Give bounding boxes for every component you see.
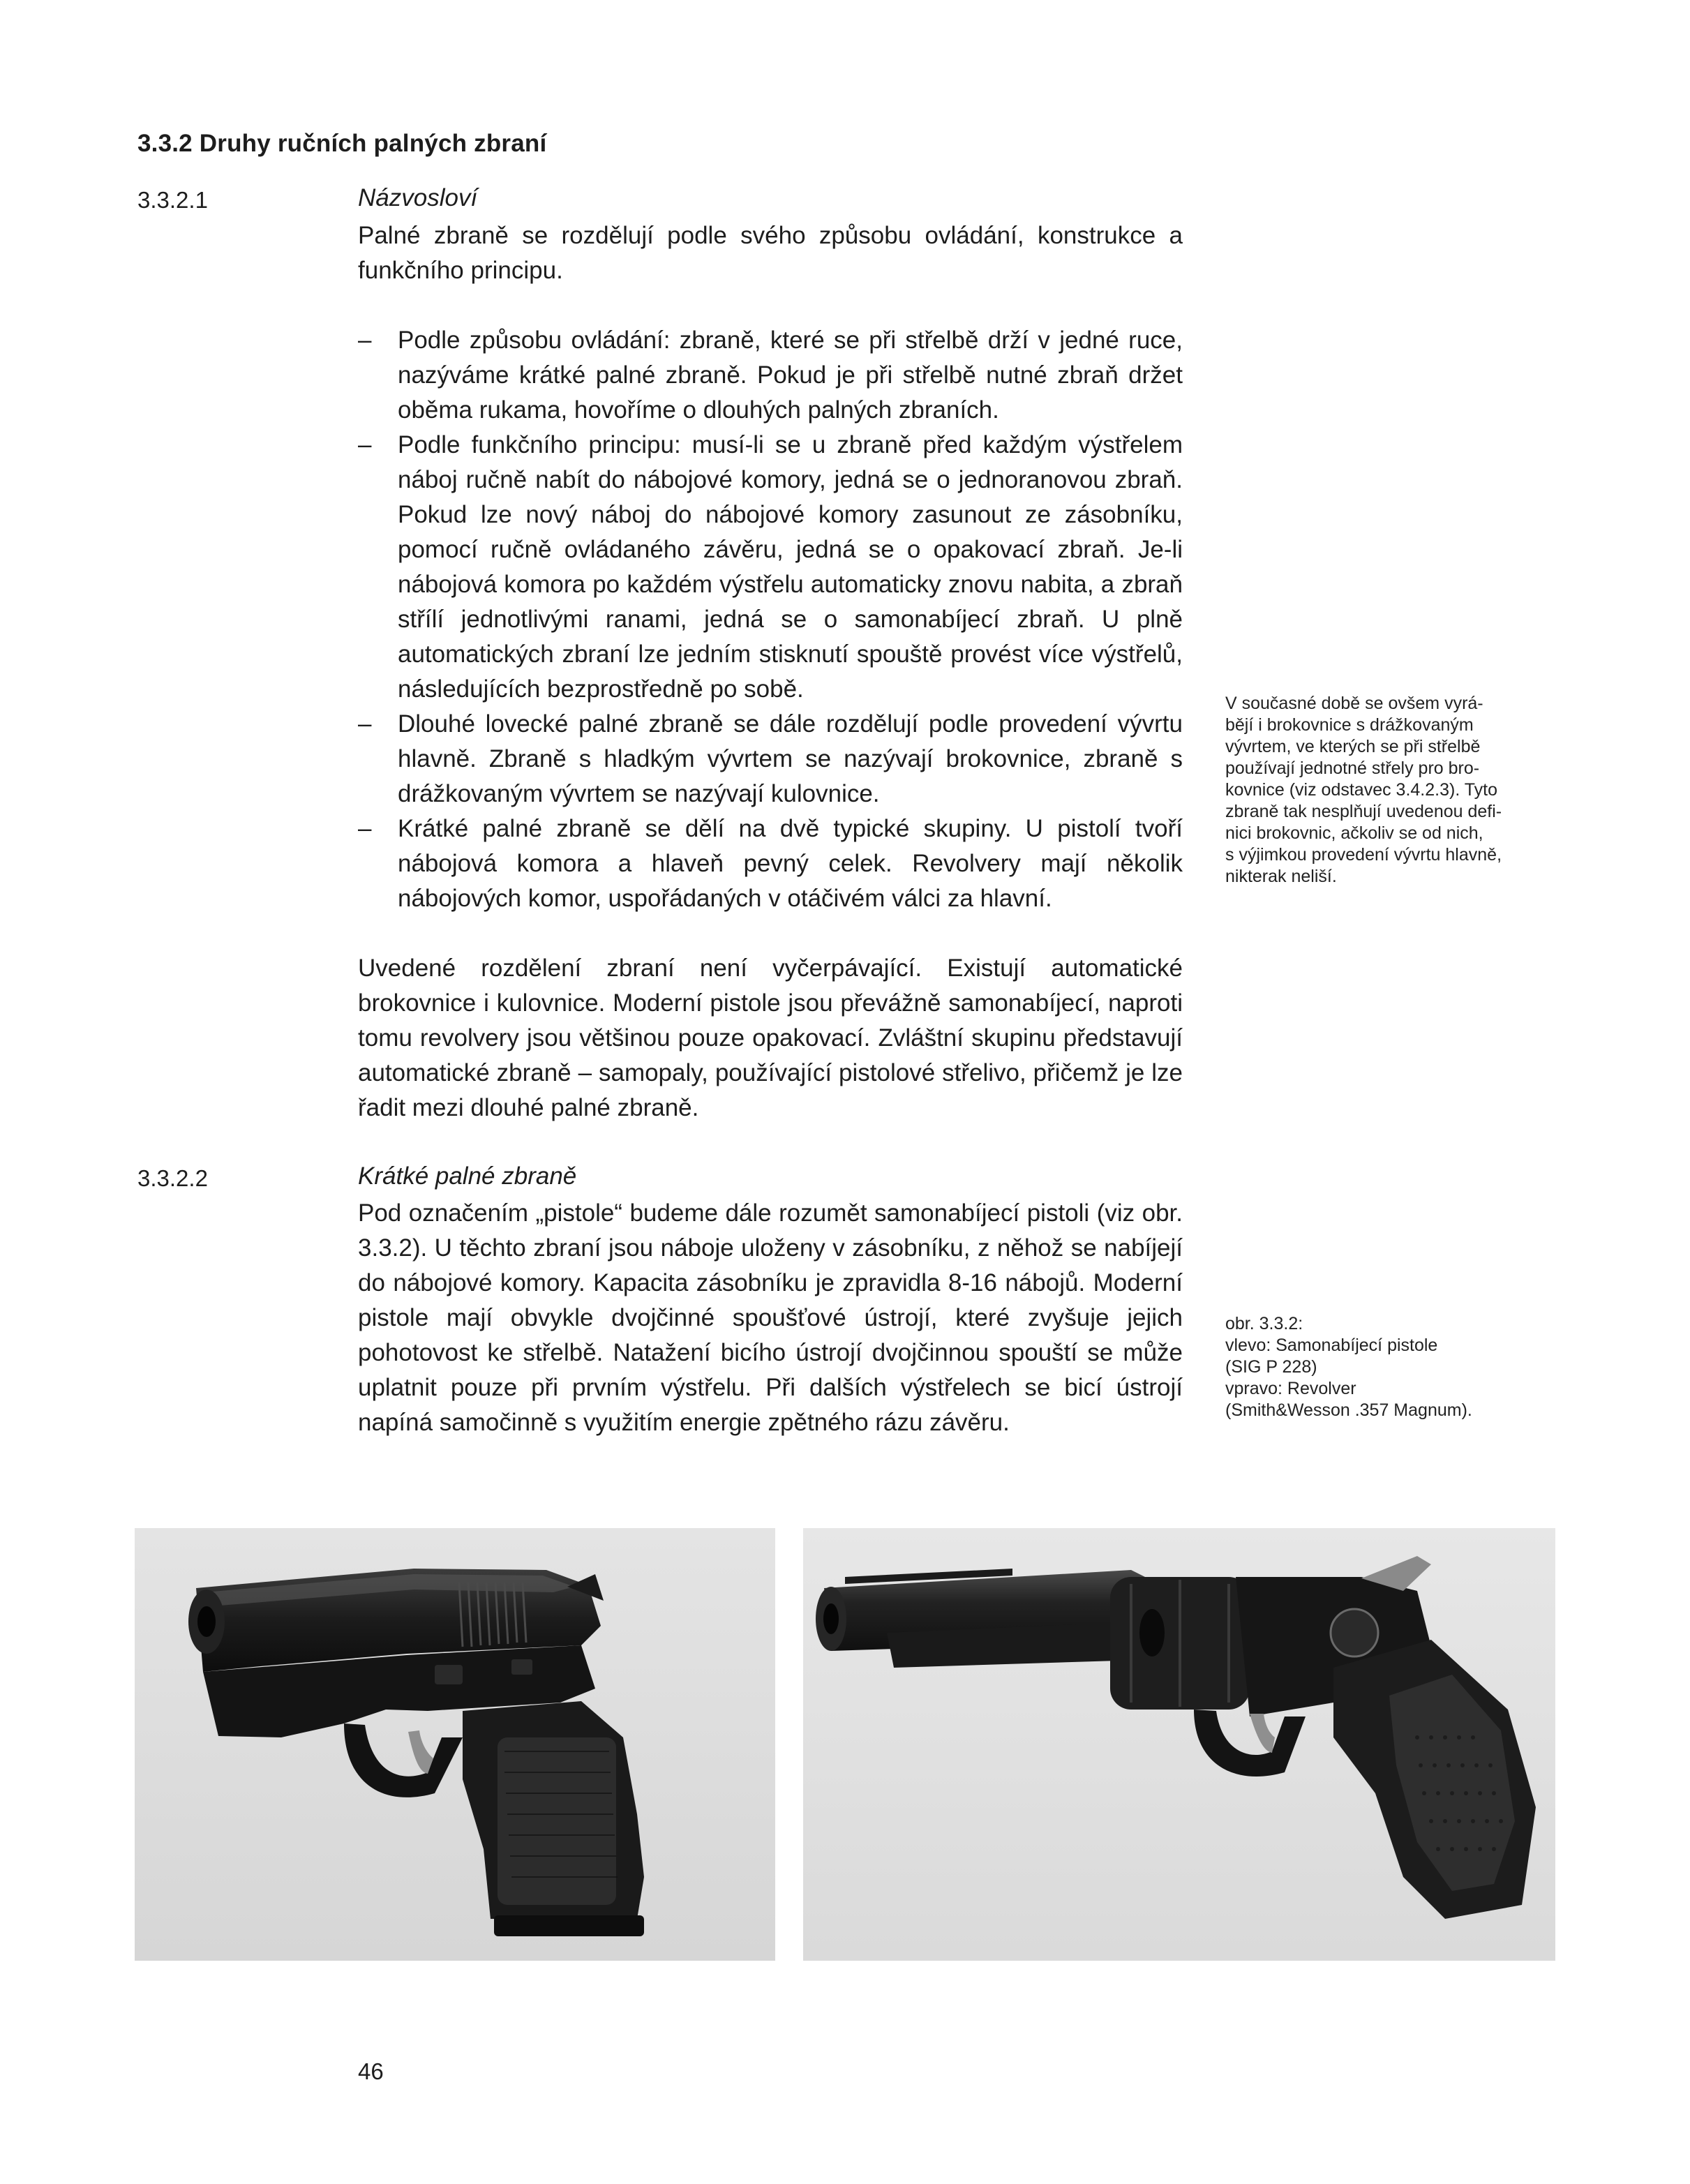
classification-list [358, 323, 1183, 916]
list-item [358, 707, 1183, 811]
margin-note-line: s výjimkou provedení vývrtu hlavně, [1225, 845, 1502, 865]
list-item-text: Podle funkčního principu: musí-li se u zbraně před každým výstřelem náboj ručně nabít do nábojové komory, jedná se o jednoranovou zbraň. Pokud lze nový náboj do nábojové komory zasunout ze zásobníku, pomocí ručně ovládaného závěru, jedná se o opakovací zbraň. Je-li nábojová komora po každém výstřelu automaticky znovu nabita, a zbraň střílí jednotlivými ranami, jedná se o samonabíjecí zbraň. U plně automatických zbraní lze jedním stisknutí spouště provést více výstřelů, následujících bezprostředně po sobě. [398, 431, 1183, 703]
margin-note-line: bějí i brokovnice s drážkovaným [1225, 715, 1474, 735]
pistol-image [135, 1528, 775, 1961]
caption-line: obr. 3.3.2: [1225, 1314, 1303, 1333]
margin-note-line: vývrtem, ve kterých se při střelbě [1225, 737, 1481, 756]
margin-note [1225, 693, 1560, 888]
subsection-number-1: 3.3.2.1 [137, 187, 208, 213]
revolver-photo [803, 1528, 1555, 1961]
figure-caption [1225, 1313, 1560, 1421]
list-item [358, 811, 1183, 916]
list-item-text: Krátké palné zbraně se dělí na dvě typické skupiny. U pistolí tvoří nábojová komora a hlaveň pevný celek. Revolvery mají několik nábojových komor, uspořádaných v otáčivém válci za hlavní. [398, 815, 1183, 912]
margin-note-line: nici brokovnic, ačkoliv se od nich, [1225, 823, 1483, 843]
intro-paragraph: Palné zbraně se rozdělují podle svého způsobu ovládání, konstrukce a funkčního principu. [358, 222, 1183, 284]
margin-note-line: kovnice (viz odstavec 3.4.2.3). Tyto [1225, 780, 1498, 800]
list-dash: – [358, 815, 372, 842]
section-heading: 3.3.2 Druhy ručních palných zbraní [137, 130, 547, 157]
caption-line: vlevo: Samonabíjecí pistole [1225, 1336, 1438, 1355]
list-item-text: Podle způsobu ovládání: zbraně, které se při střelbě drží v jedné ruce, nazýváme krátké palné zbraně. Pokud je při střelbě nutné zbraň držet oběma rukama, hovoříme o dlouhých palných zbraních. [398, 327, 1183, 424]
page-number: 46 [358, 2058, 384, 2084]
margin-note-line: používají jednotné střely pro bro- [1225, 758, 1480, 778]
list-item-text: Dlouhé lovecké palné zbraně se dále rozdělují podle provedení vývrtu hlavně. Zbraně s hladkým vývrtem se nazývají brokovnice, zbraně s drážkovaným vývrtem se nazývají kulovnice. [398, 710, 1183, 807]
list-dash: – [358, 431, 372, 458]
caption-line: vpravo: Revolver [1225, 1379, 1356, 1398]
closing-paragraph: Uvedené rozdělení zbraní není vyčerpávající. Existují automatické brokovnice i kulovnice. Moderní pistole jsou převážně samonabíjecí, naproti tomu revolvery jsou většinou pouze opakovací. Zvláštní skupinu představují automatické zbraně – samopaly, používající pistolové střelivo, přičemž je lze řadit mezi dlouhé palné zbraně. [358, 955, 1183, 1121]
revolver-image [803, 1528, 1555, 1961]
pistol-photo [135, 1528, 775, 1961]
subsection-title-2: Krátké palné zbraně [358, 1162, 577, 1190]
caption-line: (Smith&Wesson .357 Magnum). [1225, 1400, 1472, 1420]
margin-note-line: V současné době se ovšem vyrá- [1225, 694, 1483, 713]
list-dash: – [358, 327, 372, 354]
margin-note-line: nikterak neliší. [1225, 867, 1337, 886]
list-item [358, 323, 1183, 428]
margin-note-line: zbraně tak nesplňují uvedenou defi- [1225, 802, 1502, 821]
short-firearms-paragraph: Pod označením „pistole“ budeme dále rozumět samonabíjecí pistoli (viz obr. 3.3.2). U těchto zbraní jsou náboje uloženy v zásobníku, z něhož se nabíjejí do nábojové komory. Kapacita zásobníku je zpravidla 8-16 nábojů. Moderní pistole mají obvykle dvojčinné spoušťové ústrojí, které zvyšuje jejich pohotovost ke střelbě. Natažení bicího ústrojí dvojčinnou spouští se může uplatnit pouze při prvním výstřelu. Při dalších výstřelech se bicí ústrojí napíná samočinně s využitím energie zpětného rázu závěru. [358, 1199, 1183, 1436]
subsection-title-1: Názvosloví [358, 184, 478, 211]
caption-line: (SIG P 228) [1225, 1357, 1317, 1377]
list-dash: – [358, 710, 372, 738]
list-item [358, 428, 1183, 707]
subsection-number-2: 3.3.2.2 [137, 1165, 208, 1191]
